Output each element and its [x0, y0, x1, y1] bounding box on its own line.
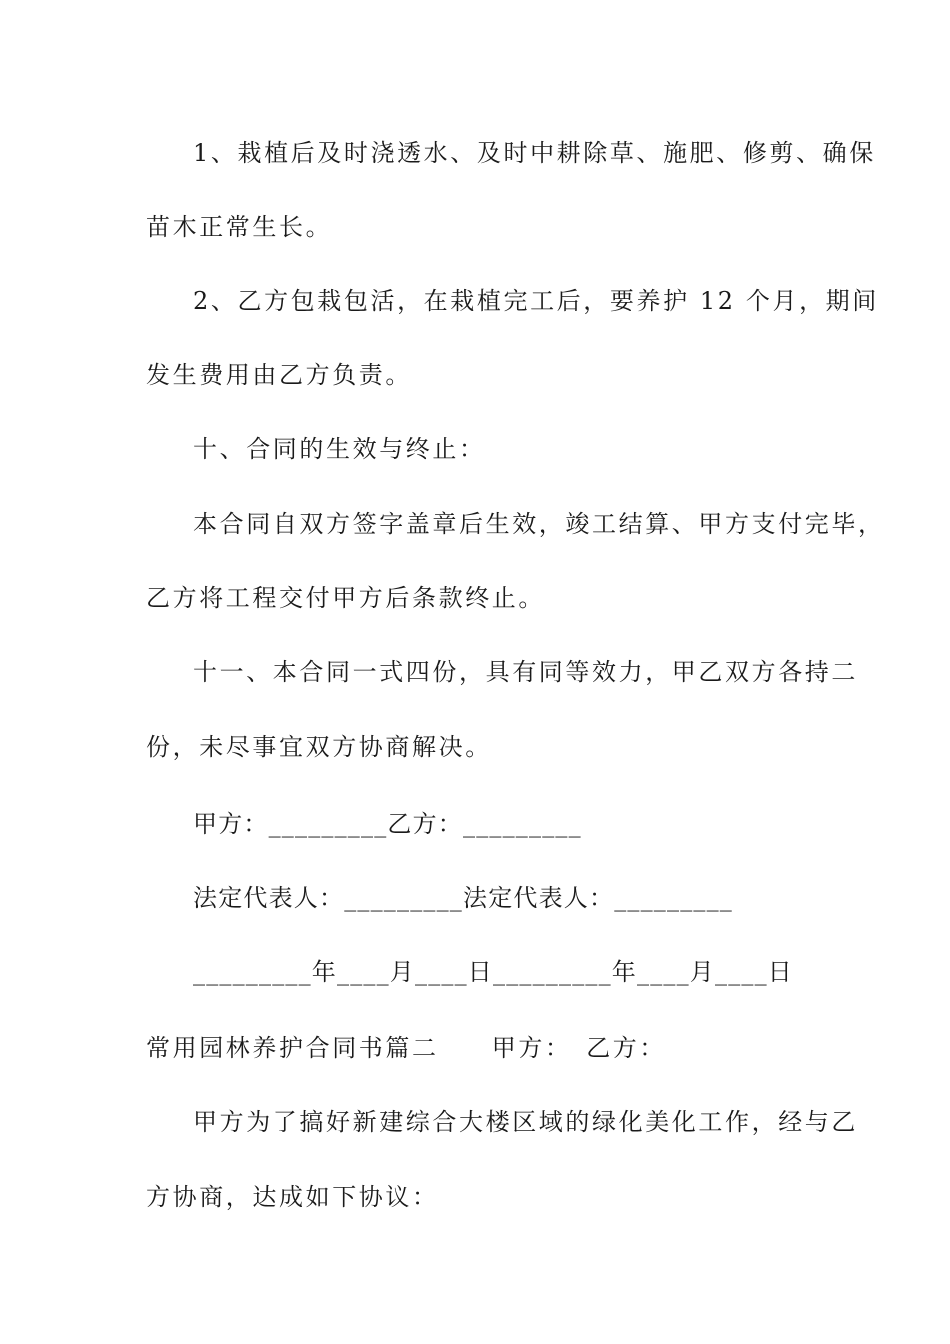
- clause-item-2-line-2: 发生费用由乙方负责。: [146, 361, 412, 389]
- clause-item-1-line-1: 1、栽植后及时浇透水、及时中耕除草、施肥、修剪、确保: [193, 139, 876, 167]
- section-11-text-line-1: 十一、本合同一式四份，具有同等效力，甲乙双方各持二: [193, 658, 858, 686]
- clause-item-1-line-2: 苗木正常生长。: [146, 213, 333, 241]
- section-10-text-line-1: 本合同自双方签字盖章后生效，竣工结算、甲方支付完毕，: [193, 510, 885, 538]
- section-10-text-line-2: 乙方将工程交付甲方后条款终止。: [146, 584, 545, 612]
- second-contract-intro-line-2: 方协商，达成如下协议：: [146, 1183, 439, 1211]
- section-heading-10: 十、合同的生效与终止：: [193, 435, 486, 463]
- party-signature-line: 甲方：_________乙方：_________: [193, 810, 582, 838]
- clause-item-2-line-1: 2、乙方包栽包活，在栽植完工后，要养护 12 个月，期间: [193, 287, 879, 315]
- legal-representative-line: 法定代表人：_________法定代表人：_________: [193, 884, 733, 912]
- section-11-text-line-2: 份，未尽事宜双方协商解决。: [146, 733, 492, 761]
- second-contract-intro-line-1: 甲方为了搞好新建综合大楼区域的绿化美化工作，经与乙: [193, 1108, 858, 1136]
- second-contract-title-line: 常用园林养护合同书篇二 甲方： 乙方：: [146, 1034, 666, 1062]
- date-line: _________年____月____日_________年____月____日: [193, 958, 793, 986]
